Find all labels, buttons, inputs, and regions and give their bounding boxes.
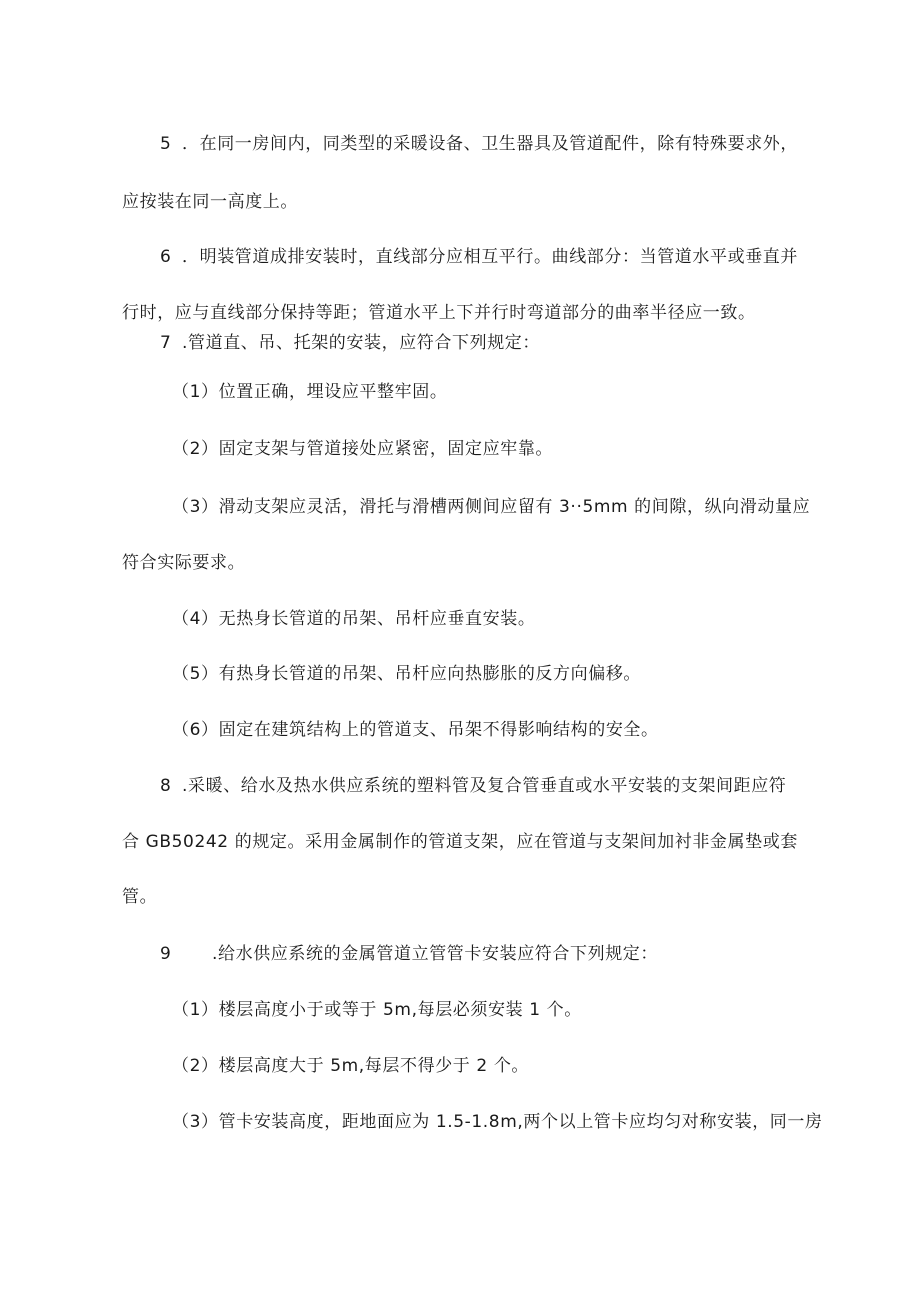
sub-item-7-4 — [172, 608, 535, 630]
paragraph-6-line-2 — [122, 302, 756, 324]
sub-item-7-6 — [172, 719, 659, 741]
paragraph-text: （4）无热身长管道的吊架、吊杆应垂直安装。 — [172, 609, 536, 629]
item-number: 8 — [160, 776, 172, 796]
paragraph-text: 应按装在同一高度上。 — [122, 192, 298, 212]
sub-item-9-1 — [172, 999, 582, 1021]
paragraph-text: （6）固定在建筑结构上的管道支、吊架不得影响结构的安全。 — [172, 720, 659, 740]
paragraph-text: （2）楼层高度大于 5m,每层不得少于 2 个。 — [172, 1056, 530, 1076]
sub-item-7-3-line-1 — [172, 496, 810, 518]
paragraph-text: 合 GB50242 的规定。采用金属制作的管道支架，应在管道与支架间加衬非金属垫或套 — [122, 832, 798, 852]
paragraph-8-line-1 — [160, 775, 786, 797]
item-number: 5 — [160, 134, 172, 154]
paragraph-7-line-1 — [160, 332, 540, 354]
sub-item-7-3-line-2 — [122, 552, 245, 574]
paragraph-8-line-3 — [122, 886, 157, 908]
paragraph-text: （2）固定支架与管道接处应紧密，固定应牢靠。 — [172, 439, 554, 459]
paragraph-text: .管道直、吊、托架的安装，应符合下列规定： — [182, 333, 541, 353]
paragraph-6-line-1 — [160, 246, 798, 268]
item-number: 6 — [160, 247, 172, 267]
paragraph-text: .采暖、给水及热水供应系统的塑料管及复合管垂直或水平安装的支架间距应符 — [182, 776, 787, 796]
paragraph-text: 管。 — [122, 887, 158, 907]
sub-item-7-1 — [172, 381, 447, 403]
paragraph-text: （1）位置正确，埋设应平整牢固。 — [172, 382, 448, 402]
sub-item-9-2 — [172, 1055, 529, 1077]
sub-item-7-5 — [172, 663, 641, 685]
item-number: 7 — [160, 333, 172, 353]
paragraph-5-line-1 — [160, 133, 798, 155]
paragraph-text: （3）滑动支架应灵活，滑托与滑槽两侧间应留有 3··5mm 的间隙，纵向滑动量应 — [172, 497, 811, 517]
paragraph-text: ．在同一房间内，同类型的采暖设备、卫生器具及管道配件，除有特殊要求外， — [182, 134, 798, 154]
item-number: 9 — [160, 944, 172, 964]
paragraph-text: （5）有热身长管道的吊架、吊杆应向热膨胀的反方向偏移。 — [172, 664, 642, 684]
paragraph-text: （3）管卡安装高度，距地面应为 1.5-1.8m,两个以上管卡应均匀对称安装，同一房 — [172, 1112, 823, 1132]
sub-item-9-3 — [172, 1111, 823, 1133]
paragraph-5-line-2 — [122, 191, 298, 213]
sub-item-7-2 — [172, 438, 553, 460]
paragraph-text: 行时，应与直线部分保持等距；管道水平上下并行时弯道部分的曲率半径应一致。 — [122, 303, 756, 323]
paragraph-text: ．明装管道成排安装时，直线部分应相互平行。曲线部分：当管道水平或垂直并 — [182, 247, 798, 267]
paragraph-text: 符合实际要求。 — [122, 553, 246, 573]
paragraph-text: （1）楼层高度小于或等于 5m,每层必须安装 1 个。 — [172, 1000, 582, 1020]
paragraph-9-line-1 — [160, 943, 658, 965]
paragraph-text: .给水供应系统的金属管道立管管卡安装应符合下列规定： — [212, 944, 659, 964]
paragraph-8-line-2 — [122, 831, 798, 853]
